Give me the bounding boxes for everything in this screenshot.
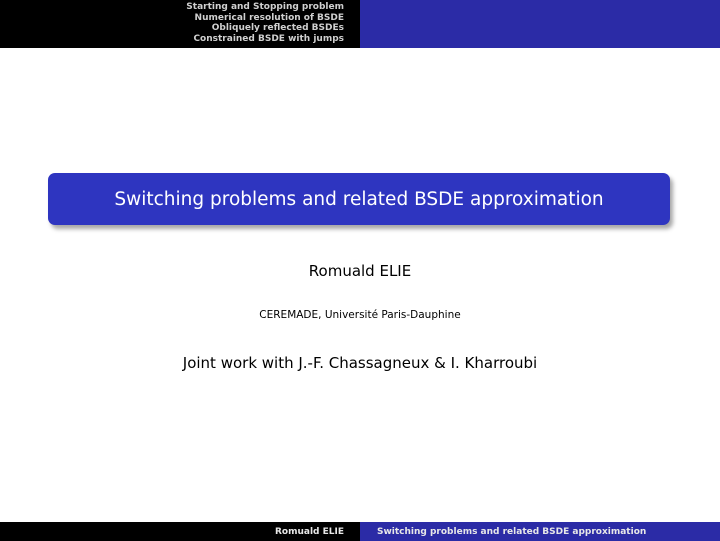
footline-bar xyxy=(0,522,720,541)
footline-author: Romuald ELIE xyxy=(274,526,344,537)
author-name: Romuald ELIE xyxy=(308,262,412,280)
footline-title-box xyxy=(360,522,720,541)
joint-work-note: Joint work with J.-F. Chassagneux & I. Kharroubi xyxy=(182,354,538,372)
nav-section-starting-stopping[interactable]: Starting and Stopping problem xyxy=(186,2,344,12)
institute: CEREMADE, Université Paris-Dauphine xyxy=(259,309,461,321)
title-box xyxy=(48,173,670,225)
nav-section-obliquely-reflected[interactable]: Obliquely reflected BSDEs xyxy=(211,23,344,33)
section-navigation xyxy=(0,0,360,48)
footline-author-box xyxy=(0,522,360,541)
headline-bar xyxy=(0,0,720,48)
presentation-title: Switching problems and related BSDE approximation xyxy=(114,188,604,210)
nav-section-numerical-resolution[interactable]: Numerical resolution of BSDE xyxy=(194,12,344,23)
headline-subsection-area xyxy=(360,0,720,48)
nav-section-constrained-bsde[interactable]: Constrained BSDE with jumps xyxy=(193,33,344,44)
footline-title: Switching problems and related BSDE approximation xyxy=(377,526,647,537)
